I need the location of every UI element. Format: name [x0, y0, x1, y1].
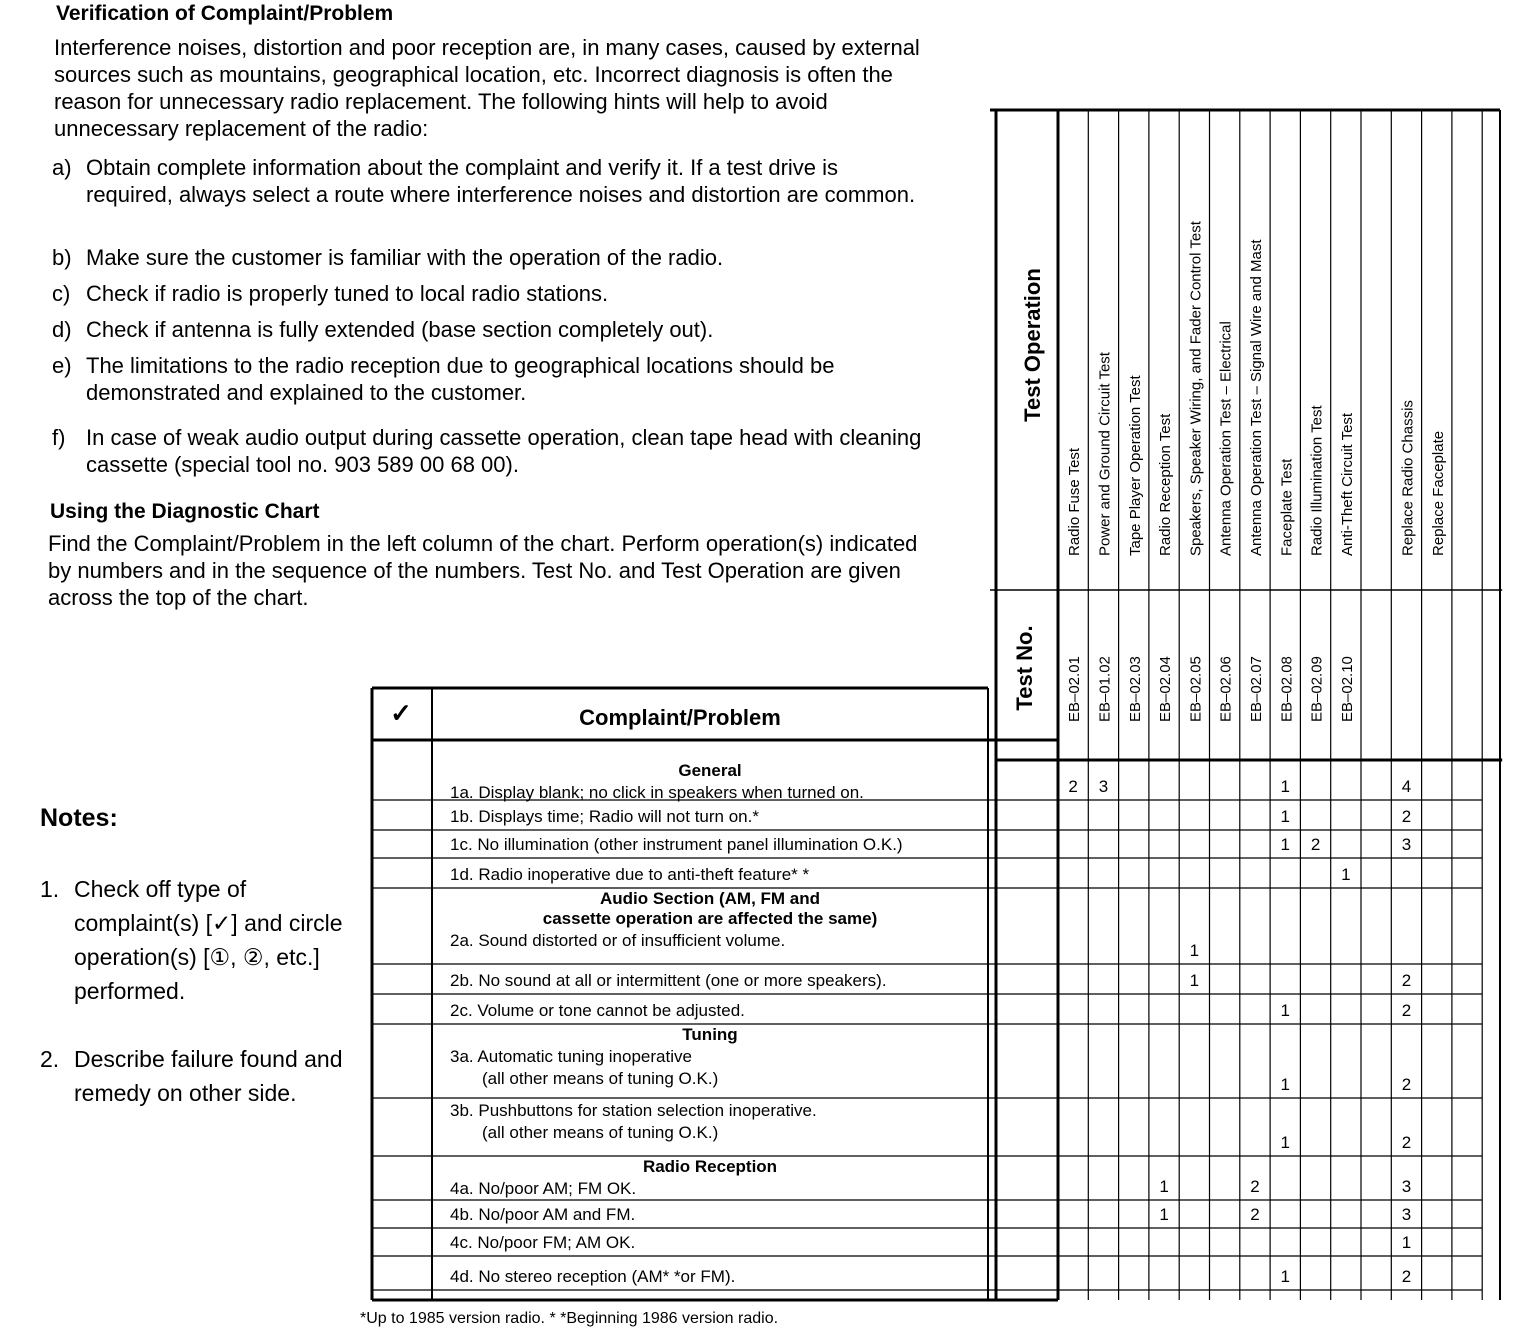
- test-operation-label-col: Radio Reception Test: [1157, 413, 1175, 556]
- operation-sequence-number: 2: [1401, 1075, 1412, 1094]
- operation-sequence-number: 2: [1401, 1001, 1412, 1020]
- test-operation-label-col: Replace Faceplate: [1429, 430, 1447, 556]
- test-number-label: EB–02.05: [1187, 656, 1205, 722]
- section-heading: Audio Section (AM, FM and: [599, 889, 821, 908]
- test-operation-label: Test Operation: [1020, 268, 1045, 422]
- operation-sequence-number: 2: [1068, 777, 1078, 796]
- operation-sequence-number: 2: [1401, 807, 1412, 826]
- complaint-text: 2c. Volume or tone cannot be adjusted.: [450, 1001, 745, 1020]
- operation-sequence-number: 3: [1401, 1177, 1412, 1196]
- hint-b: b) Make sure the customer is familiar with the operation of the radio.: [52, 245, 724, 270]
- test-number-label: EB–02.09: [1308, 656, 1326, 722]
- complaint-text: 2a. Sound distorted or of insufficient volume.: [450, 931, 786, 950]
- test-number-label: EB–02.10: [1338, 656, 1356, 722]
- test-number-label: EB–02.01: [1066, 656, 1084, 722]
- hint-e: e) The limitations to the radio reception due to geographical locations should be demonstrated and explained to the customer.: [52, 353, 835, 405]
- footnote: *Up to 1985 version radio. * *Beginning 1986 version radio.: [360, 1310, 779, 1327]
- operation-sequence-number: 1: [1280, 1267, 1290, 1286]
- test-operation-label-col: Radio Illumination Test: [1308, 405, 1326, 556]
- notes-title: Notes:: [40, 804, 118, 832]
- operation-sequence-number: 1: [1401, 1233, 1412, 1252]
- operation-sequence-number: 3: [1098, 777, 1109, 796]
- section-heading: Tuning: [682, 1025, 738, 1044]
- using-text: Find the Complaint/Problem in the left column of the chart. Perform operation(s) indicated by numbers and in the sequence of the numbers. Test No. and Test Operation are given across the top of the chart.: [48, 531, 918, 610]
- complaint-text-cont: (all other means of tuning O.K.): [482, 1069, 719, 1088]
- note-2: 2. Describe failure found and remedy on other side.: [40, 1046, 343, 1106]
- test-number-label: EB–02.03: [1126, 656, 1144, 722]
- operation-sequence-number: 1: [1280, 1001, 1290, 1020]
- test-operation-label-col: Anti-Theft Circuit Test: [1338, 412, 1356, 556]
- section-heading: Radio Reception: [642, 1157, 778, 1176]
- section-heading: cassette operation are affected the same): [542, 909, 878, 928]
- complaint-text: 2b. No sound at all or intermittent (one or more speakers).: [450, 971, 887, 990]
- test-number-label: EB–01.02: [1096, 656, 1114, 722]
- test-operation-label-col: Tape Player Operation Test: [1126, 375, 1144, 556]
- operation-sequence-number: 2: [1401, 971, 1412, 990]
- test-number-label: EB–02.04: [1157, 656, 1175, 722]
- using-title: Using the Diagnostic Chart: [50, 500, 320, 523]
- note-1: 1. Check off type of complaint(s) [✓] and circle operation(s) [①, ②, etc.] performed.: [40, 876, 343, 1004]
- complaint-text-cont: (all other means of tuning O.K.): [482, 1123, 719, 1142]
- operation-sequence-number: 2: [1401, 1133, 1412, 1152]
- complaint-text: 3a. Automatic tuning inoperative: [450, 1047, 692, 1066]
- operation-sequence-number: 1: [1159, 1177, 1169, 1196]
- complaint-text: 4d. No stereo reception (AM* *or FM).: [450, 1267, 736, 1286]
- operation-sequence-number: 3: [1401, 835, 1412, 854]
- operation-sequence-number: 1: [1280, 777, 1290, 796]
- operation-sequence-number: 1: [1189, 941, 1200, 960]
- test-number-label: EB–02.06: [1217, 656, 1235, 722]
- complaint-text: 1a. Display blank; no click in speakers when turned on.: [450, 783, 864, 802]
- verification-title: Verification of Complaint/Problem: [56, 2, 394, 25]
- test-operation-label-col: Power and Ground Circuit Test: [1096, 352, 1114, 556]
- complaint-text: 1d. Radio inoperative due to anti-theft feature* *: [450, 865, 810, 884]
- test-operation-label-col: Antenna Operation Test – Electrical: [1217, 321, 1235, 556]
- hint-c: c) Check if radio is properly tuned to local radio stations.: [52, 281, 609, 306]
- operation-sequence-number: 2: [1250, 1205, 1260, 1224]
- operation-sequence-number: 1: [1280, 1133, 1290, 1152]
- operation-sequence-number: 2: [1310, 835, 1321, 854]
- operation-sequence-number: 1: [1280, 1075, 1290, 1094]
- complaint-text: 1b. Displays time; Radio will not turn on.*: [450, 807, 759, 826]
- complaint-text: 4c. No/poor FM; AM OK.: [450, 1233, 636, 1252]
- operation-sequence-number: 1: [1341, 865, 1351, 884]
- test-no-label: Test No.: [1012, 625, 1037, 711]
- test-number-label: EB–02.07: [1247, 656, 1265, 722]
- operation-sequence-number: 1: [1159, 1205, 1169, 1224]
- complaint-text: 4a. No/poor AM; FM OK.: [450, 1179, 637, 1198]
- section-heading: General: [678, 761, 742, 780]
- hint-d: d) Check if antenna is fully extended (base section completely out).: [52, 317, 714, 342]
- hint-a: a) Obtain complete information about the complaint and verify it. If a test drive is required, always select a route where interference noises and distortion are common.: [52, 155, 916, 207]
- test-number-label: EB–02.08: [1278, 656, 1296, 722]
- hint-f: f) In case of weak audio output during cassette operation, clean tape head with cleaning cassette (special tool no. 903 589 00 68 00).: [52, 425, 922, 477]
- complaint-text: 1c. No illumination (other instrument panel illumination O.K.): [450, 835, 903, 854]
- check-header: ✓: [390, 698, 412, 728]
- operation-sequence-number: 2: [1401, 1267, 1412, 1286]
- test-operation-label-col: Replace Radio Chassis: [1399, 400, 1417, 556]
- operation-sequence-number: 2: [1250, 1177, 1260, 1196]
- operation-sequence-number: 1: [1280, 807, 1290, 826]
- test-operation-label-col: Radio Fuse Test: [1066, 447, 1084, 556]
- operation-sequence-number: 4: [1401, 777, 1412, 796]
- operation-sequence-number: 1: [1280, 835, 1290, 854]
- test-operation-label-col: Speakers, Speaker Wiring, and Fader Control Test: [1187, 221, 1205, 556]
- verification-intro: Interference noises, distortion and poor reception are, in many cases, caused by external sources such as mountains, geographical location, etc. Incorrect diagnosis is often the reason for unnecessary radio replacement. The following hints will help to avoid unnecessary replacement of the radio:: [54, 35, 920, 141]
- operation-sequence-number: 3: [1401, 1205, 1412, 1224]
- test-operation-label-col: Faceplate Test: [1278, 458, 1296, 556]
- complaint-text: 4b. No/poor AM and FM.: [450, 1205, 636, 1224]
- complaint-text: 3b. Pushbuttons for station selection inoperative.: [450, 1101, 817, 1120]
- test-operation-label-col: Antenna Operation Test – Signal Wire and Mast: [1247, 239, 1265, 556]
- chart-grid: [372, 110, 1502, 1300]
- complaint-header: Complaint/Problem: [579, 705, 781, 730]
- operation-sequence-number: 1: [1189, 971, 1200, 990]
